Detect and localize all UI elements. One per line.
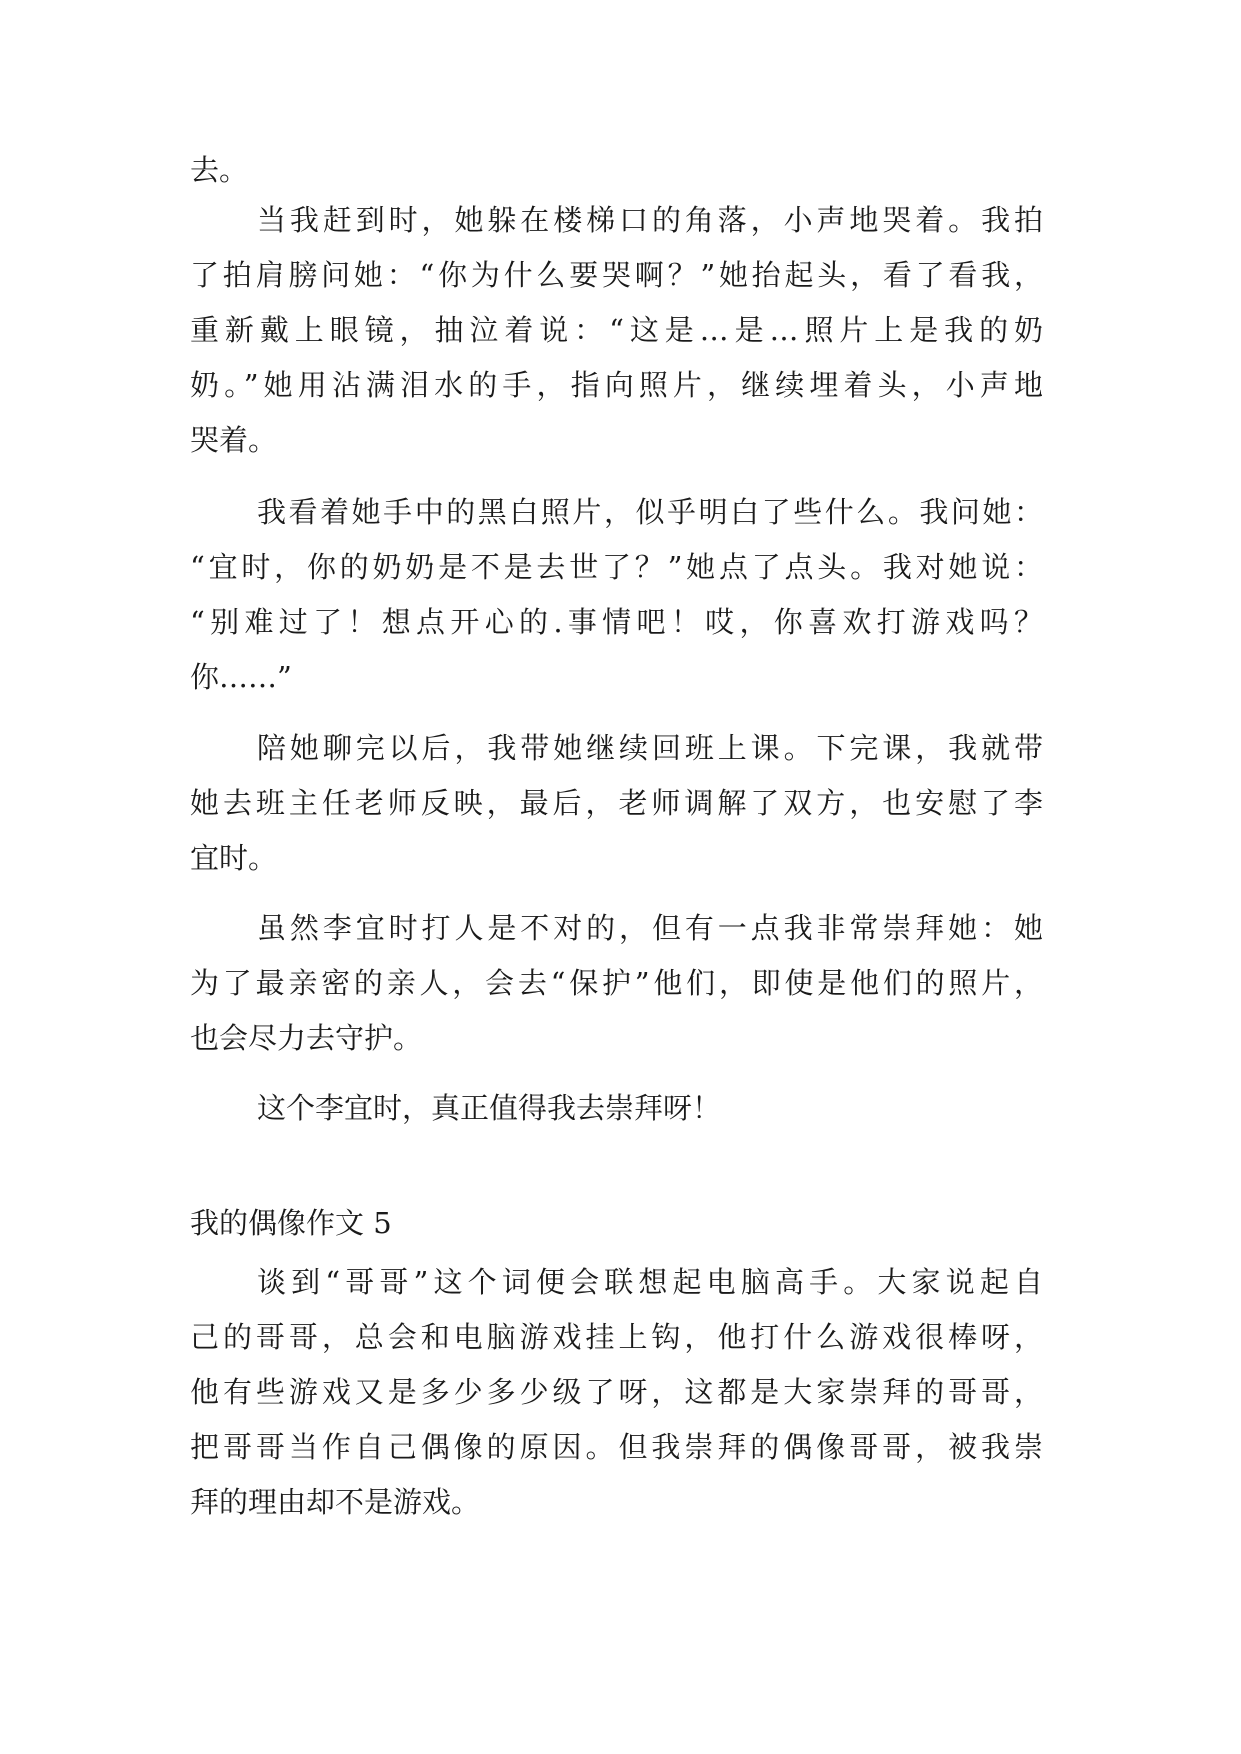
paragraph-line: 重新戴上眼镜，抽泣着说：“这是…是…照片上是我的奶 — [190, 313, 1043, 347]
paragraph-line: 己的哥哥，总会和电脑游戏挂上钩，他打什么游戏很棒呀， — [190, 1320, 1043, 1354]
paragraph-line: 当我赶到时，她躲在楼梯口的角落，小声地哭着。我拍 — [257, 203, 1043, 237]
paragraph-line: 宜时。 — [190, 841, 278, 875]
paragraph-line: “别难过了！想点开心的.事情吧！哎，你喜欢打游戏吗？ — [190, 605, 1043, 639]
paragraph-line: 你……” — [190, 660, 292, 694]
section-title: 我的偶像作文 5 — [190, 1206, 392, 1240]
paragraph-line: 了拍肩膀问她：“你为什么要哭啊？”她抬起头，看了看我， — [190, 258, 1043, 292]
paragraph-line: 也会尽力去守护。 — [190, 1021, 423, 1055]
paragraph-line: 他有些游戏又是多少多少级了呀，这都是大家崇拜的哥哥， — [190, 1375, 1043, 1409]
paragraph-line: 去。 — [190, 153, 249, 187]
paragraph-line: 陪她聊完以后，我带她继续回班上课。下完课，我就带 — [257, 731, 1043, 765]
paragraph-line: 她去班主任老师反映，最后，老师调解了双方，也安慰了李 — [190, 786, 1043, 820]
paragraph-line: 谈到“哥哥”这个词便会联想起电脑高手。大家说起自 — [257, 1265, 1043, 1299]
paragraph-line: 虽然李宜时打人是不对的，但有一点我非常崇拜她：她 — [257, 911, 1043, 945]
paragraph-line: 我看着她手中的黑白照片，似乎明白了些什么。我问她： — [257, 495, 1043, 529]
paragraph-line: “宜时，你的奶奶是不是去世了？”她点了点头。我对她说： — [190, 550, 1043, 584]
paragraph-line: 这个李宜时，真正值得我去崇拜呀！ — [257, 1091, 722, 1125]
paragraph-line: 把哥哥当作自己偶像的原因。但我崇拜的偶像哥哥，被我崇 — [190, 1430, 1043, 1464]
paragraph-line: 哭着。 — [190, 423, 278, 457]
paragraph-line: 奶。”她用沾满泪水的手，指向照片，继续埋着头，小声地 — [190, 368, 1043, 402]
paragraph-line: 拜的理由却不是游戏。 — [190, 1485, 481, 1519]
paragraph-line: 为了最亲密的亲人，会去“保护”他们，即使是他们的照片， — [190, 966, 1043, 1000]
